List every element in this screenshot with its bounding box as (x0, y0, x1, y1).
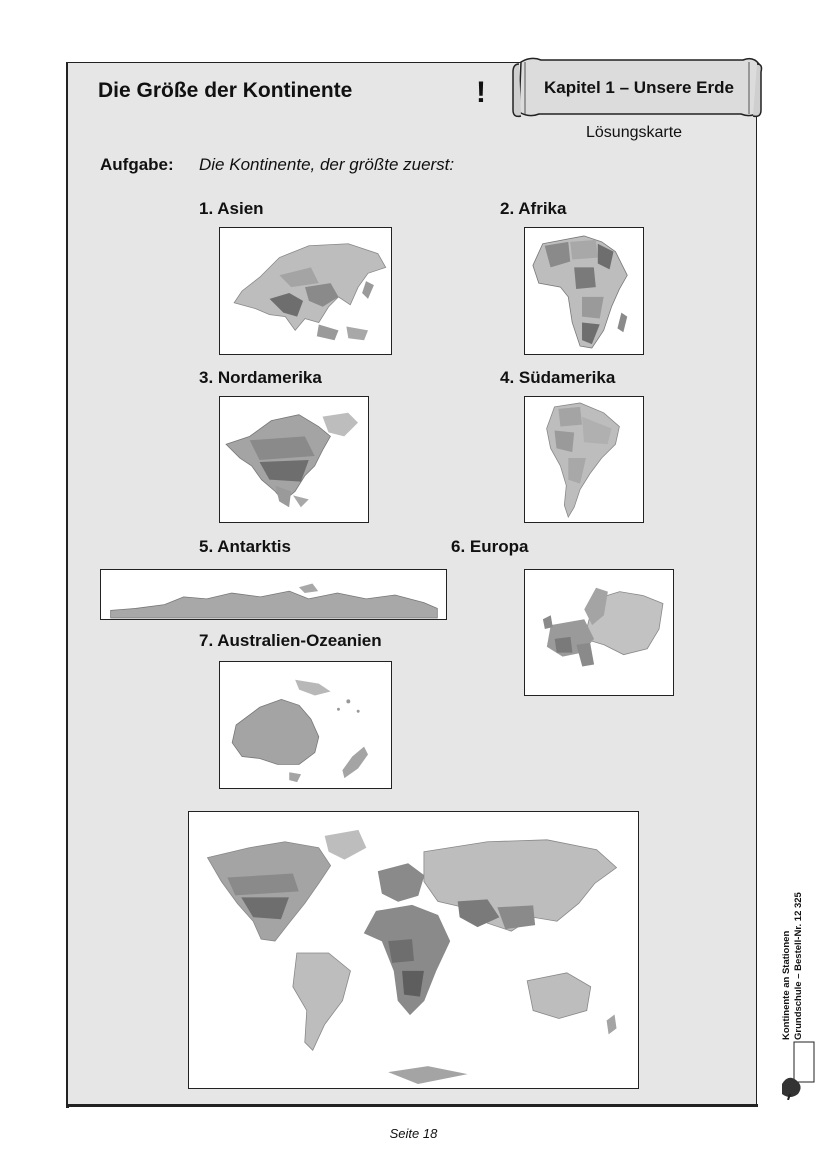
panel-border-bottom (66, 1104, 758, 1107)
world-map (189, 812, 638, 1088)
task-text: Die Kontinente, der größte zuerst: (199, 155, 455, 174)
continent-label-north-america: 3. Nordamerika (199, 368, 322, 387)
europe-map (525, 570, 673, 695)
antarctica-map (101, 570, 446, 619)
page-number: Seite 18 (389, 1126, 438, 1141)
continent-label-south-america: 4. Südamerika (500, 368, 616, 387)
world-map-frame (188, 811, 639, 1089)
south-america-map (525, 397, 643, 522)
chapter-label: Kapitel 1 – Unsere Erde (544, 78, 734, 97)
antarctica-map-frame (100, 569, 447, 620)
australia-oceania-map (220, 662, 391, 788)
continent-label-europe: 6. Europa (451, 537, 529, 556)
south-america-map-frame (524, 396, 644, 523)
task-label: Aufgabe: (100, 155, 174, 174)
north-america-map-frame (219, 396, 369, 523)
asia-map (220, 228, 391, 354)
publisher-line-1: Kontinente an Stationen (781, 930, 792, 1040)
australia-oceania-map-frame (219, 661, 392, 789)
exclamation-mark: ! (476, 76, 486, 109)
africa-map-frame (524, 227, 644, 355)
continent-label-asia: 1. Asien (199, 199, 264, 218)
publisher-logo-icon (776, 1040, 816, 1100)
solution-card-label: Lösungskarte (586, 124, 683, 141)
page-title: Die Größe der Kontinente (98, 79, 353, 102)
africa-map (525, 228, 643, 354)
publisher-info (781, 840, 805, 1040)
continent-label-antarctica: 5. Antarktis (199, 537, 291, 556)
asia-map-frame (219, 227, 392, 355)
publisher-line-2: Grundschule – Bestell-Nr. 12 325 (793, 892, 804, 1040)
continent-label-australia-oceania: 7. Australien-Ozeanien (199, 631, 382, 650)
north-america-map (220, 397, 368, 522)
europe-map-frame (524, 569, 674, 696)
continent-label-africa: 2. Afrika (500, 199, 567, 218)
publisher-sidebar (769, 840, 819, 1040)
